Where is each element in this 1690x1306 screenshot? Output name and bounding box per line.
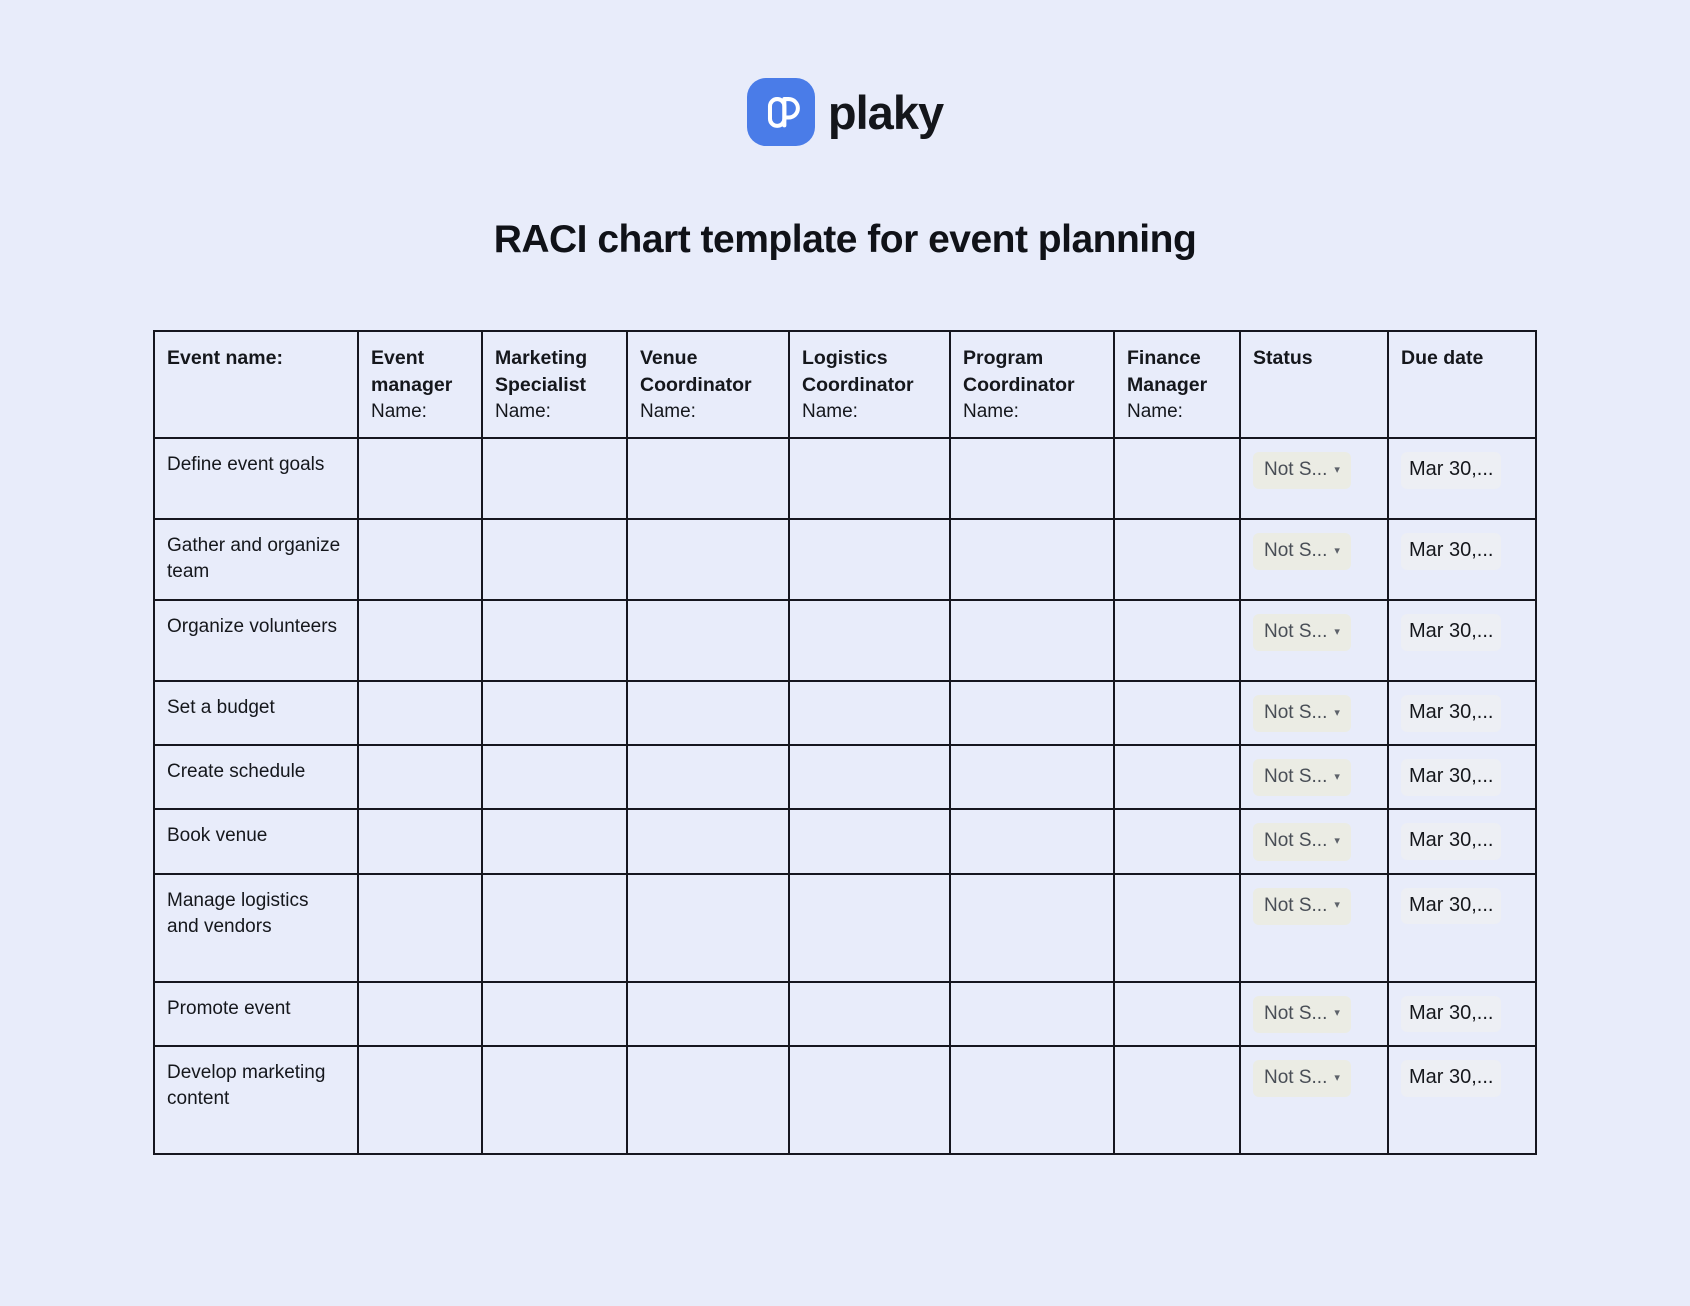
status-cell (1240, 438, 1388, 519)
status-cell (1240, 809, 1388, 873)
name-cell (789, 438, 950, 519)
status-label: Not S... (1264, 830, 1328, 852)
due-cell (1388, 874, 1536, 982)
due-cell (1388, 982, 1536, 1046)
name-cell (950, 982, 1114, 1046)
name-cell (627, 681, 789, 745)
name-cell (482, 600, 627, 681)
name-cell (1114, 438, 1240, 519)
due-date-field[interactable]: Mar 30,... (1401, 996, 1501, 1033)
header-finance-manager: Finance Manager Name: (1114, 331, 1240, 438)
due-cell (1388, 519, 1536, 600)
name-cell (950, 600, 1114, 681)
task-cell: Promote event (154, 982, 358, 1046)
due-cell (1388, 681, 1536, 745)
name-cell (482, 809, 627, 873)
status-label: Not S... (1264, 766, 1328, 788)
name-cell (1114, 519, 1240, 600)
name-cell (950, 681, 1114, 745)
name-cell (950, 874, 1114, 982)
name-cell (358, 438, 482, 519)
status-cell (1240, 600, 1388, 681)
table-row (154, 982, 1536, 1046)
task-cell: Organize volunteers (154, 600, 358, 681)
name-cell (789, 519, 950, 600)
task-cell: Set a budget (154, 681, 358, 745)
name-cell (1114, 809, 1240, 873)
header-event-manager: Event manager Name: (358, 331, 482, 438)
chevron-down-icon: ▾ (1334, 463, 1340, 476)
due-date-field[interactable]: Mar 30,... (1401, 614, 1501, 651)
chevron-down-icon: ▾ (1334, 544, 1340, 557)
name-cell (482, 745, 627, 809)
raci-table (153, 330, 1537, 1155)
status-cell (1240, 982, 1388, 1046)
name-cell (950, 809, 1114, 873)
header-venue-coordinator: Venue Coordinator Name: (627, 331, 789, 438)
chevron-down-icon: ▾ (1334, 835, 1340, 848)
table-row (154, 1046, 1536, 1154)
chevron-down-icon: ▾ (1334, 706, 1340, 719)
due-cell (1388, 438, 1536, 519)
name-cell (627, 600, 789, 681)
name-cell (1114, 1046, 1240, 1154)
task-cell: Develop marketing content (154, 1046, 358, 1154)
due-date-field[interactable]: Mar 30,... (1401, 888, 1501, 925)
chevron-down-icon: ▾ (1334, 899, 1340, 912)
name-cell (627, 1046, 789, 1154)
header-marketing-specialist: Marketing Specialist Name: (482, 331, 627, 438)
name-cell (789, 874, 950, 982)
name-cell (950, 1046, 1114, 1154)
chevron-down-icon: ▾ (1334, 625, 1340, 638)
header-row (154, 331, 1536, 438)
plaky-logo-icon (747, 78, 815, 146)
name-cell (789, 745, 950, 809)
task-cell: Gather and organize team (154, 519, 358, 600)
status-dropdown[interactable] (1253, 533, 1351, 570)
table-row (154, 874, 1536, 982)
header-due-date: Due date (1388, 331, 1536, 438)
name-cell (1114, 982, 1240, 1046)
name-cell (358, 1046, 482, 1154)
name-cell (482, 438, 627, 519)
status-cell (1240, 1046, 1388, 1154)
status-cell (1240, 745, 1388, 809)
name-cell (482, 519, 627, 600)
status-dropdown[interactable] (1253, 823, 1351, 860)
name-cell (789, 809, 950, 873)
name-cell (950, 745, 1114, 809)
name-cell (482, 874, 627, 982)
name-cell (482, 1046, 627, 1154)
chevron-down-icon: ▾ (1334, 770, 1340, 783)
brand-header (0, 0, 1690, 146)
status-dropdown[interactable] (1253, 996, 1351, 1033)
name-cell (627, 745, 789, 809)
status-dropdown[interactable] (1253, 888, 1351, 925)
name-cell (1114, 745, 1240, 809)
table-row (154, 600, 1536, 681)
header-event-name: Event name: (154, 331, 358, 438)
task-cell: Define event goals (154, 438, 358, 519)
name-cell (789, 1046, 950, 1154)
table-row (154, 745, 1536, 809)
name-cell (627, 809, 789, 873)
header-program-coordinator: Program Coordinator Name: (950, 331, 1114, 438)
task-cell: Create schedule (154, 745, 358, 809)
page-title: RACI chart template for event planning (493, 218, 1197, 261)
name-cell (358, 600, 482, 681)
name-cell (1114, 874, 1240, 982)
status-dropdown[interactable] (1253, 759, 1351, 796)
status-label: Not S... (1264, 540, 1328, 562)
status-cell (1240, 519, 1388, 600)
status-label: Not S... (1264, 459, 1328, 481)
due-cell (1388, 1046, 1536, 1154)
due-cell (1388, 745, 1536, 809)
status-label: Not S... (1264, 1066, 1328, 1088)
table-row (154, 809, 1536, 873)
name-cell (789, 600, 950, 681)
table-row (154, 438, 1536, 519)
due-date-field[interactable]: Mar 30,... (1401, 452, 1501, 489)
name-cell (1114, 600, 1240, 681)
name-cell (950, 519, 1114, 600)
name-cell (358, 519, 482, 600)
status-dropdown[interactable] (1253, 1060, 1351, 1097)
header-status: Status (1240, 331, 1388, 438)
table-row (154, 519, 1536, 600)
name-cell (482, 681, 627, 745)
due-cell (1388, 809, 1536, 873)
name-cell (1114, 681, 1240, 745)
name-cell (358, 681, 482, 745)
chevron-down-icon: ▾ (1334, 1007, 1340, 1020)
name-cell (358, 745, 482, 809)
due-date-field[interactable]: Mar 30,... (1401, 695, 1501, 732)
status-label: Not S... (1264, 621, 1328, 643)
status-cell (1240, 874, 1388, 982)
name-cell (358, 874, 482, 982)
brand-name: plaky (827, 85, 944, 139)
status-label: Not S... (1264, 1002, 1328, 1024)
due-date-field[interactable]: Mar 30,... (1401, 823, 1501, 860)
name-cell (950, 438, 1114, 519)
name-cell (627, 874, 789, 982)
name-cell (358, 982, 482, 1046)
header-logistics-coordinator: Logistics Coordinator Name: (789, 331, 950, 438)
status-label: Not S... (1264, 894, 1328, 916)
chevron-down-icon: ▾ (1334, 1071, 1340, 1084)
status-dropdown[interactable] (1253, 452, 1351, 489)
name-cell (627, 438, 789, 519)
due-cell (1388, 600, 1536, 681)
due-date-field[interactable]: Mar 30,... (1401, 1060, 1501, 1097)
status-dropdown[interactable] (1253, 614, 1351, 651)
task-cell: Book venue (154, 809, 358, 873)
name-cell (627, 982, 789, 1046)
name-cell (482, 982, 627, 1046)
table-row (154, 681, 1536, 745)
name-cell (627, 519, 789, 600)
due-date-field[interactable]: Mar 30,... (1401, 759, 1501, 796)
status-cell (1240, 681, 1388, 745)
status-dropdown[interactable] (1253, 695, 1351, 732)
task-cell: Manage logistics and vendors (154, 874, 358, 982)
name-cell (358, 809, 482, 873)
due-date-field[interactable]: Mar 30,... (1401, 533, 1501, 570)
name-cell (789, 982, 950, 1046)
status-label: Not S... (1264, 702, 1328, 724)
name-cell (789, 681, 950, 745)
